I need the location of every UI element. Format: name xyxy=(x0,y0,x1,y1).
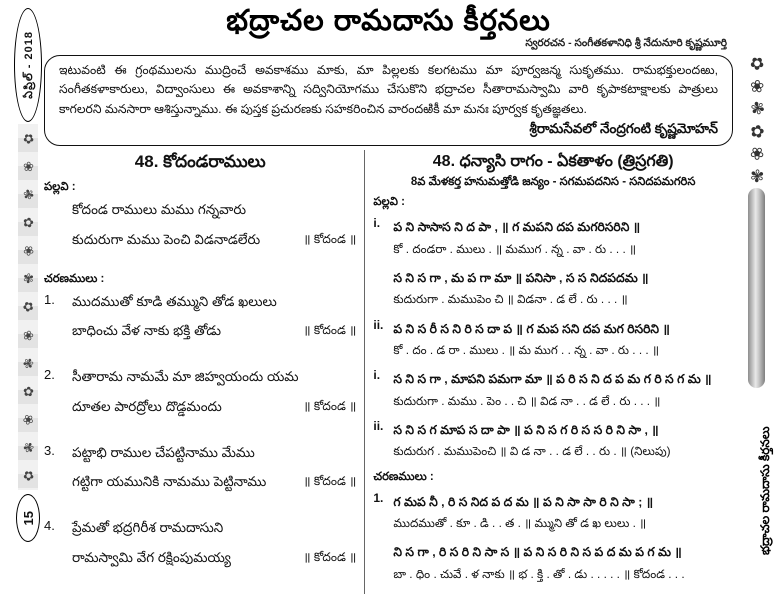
flower-ornament-icon: ❀ xyxy=(21,158,35,175)
charanam-line2: రామస్వామి వేగ రక్షింపుమయ్య xyxy=(72,549,231,565)
charanam-line1: పట్టాభి రాముల చేపట్టినాము మేము xyxy=(72,444,255,460)
charanam-line1: సీతారామ నామమే మా జిహ్వయందు యమ xyxy=(72,369,299,385)
left-rail xyxy=(12,0,42,561)
charanam-body xyxy=(72,443,356,502)
notation-group xyxy=(373,541,733,583)
charanam-line xyxy=(72,321,356,341)
charanam-1 xyxy=(44,292,356,351)
right-ornament-cluster xyxy=(737,51,777,187)
charanam-body xyxy=(72,292,356,351)
group-number: ii. xyxy=(373,418,384,433)
pallavi-line1: కోదండ రాములు మము గన్నవారు xyxy=(72,202,247,218)
notation-pallavi-label: పల్లవి : xyxy=(373,196,405,209)
pallavi-line xyxy=(44,230,356,250)
swara-line: ప ని సాసాస ని ద పా , ॥ గ మపని దప మగరిసరిని ॥ xyxy=(393,220,641,235)
charanam-line xyxy=(72,443,356,463)
flower-ornament-icon: ✾ xyxy=(18,185,38,204)
song-heading: 48. కోదండరాములు xyxy=(134,152,266,172)
flower-ornament-icon: ✾ xyxy=(20,441,36,454)
charanam-line1: ప్రేమతో భద్రగిరీశ రామదాసుని xyxy=(72,520,224,536)
flower-ornament-icon: ❀ xyxy=(19,241,37,260)
sahitya-line: కుదురుగా . మముపెం చి ॥ విడనా . డ లే . రు . . . ॥ xyxy=(393,292,628,307)
sahitya-line: కో . దండరా . ములు . ॥ మముగ . న్న . వా . రు . . . ॥ xyxy=(393,241,637,256)
group-body xyxy=(393,541,733,583)
notation-group xyxy=(373,318,733,360)
sahitya-line: కో . దం . డ రా . ములు . ॥ మ ముగ . . న్న . వా . రు . . . ॥ xyxy=(393,343,660,358)
group-number xyxy=(373,267,393,309)
intro-box xyxy=(44,55,733,147)
charanam-line2: దూతల పారద్రోలు దొడ్డమందు xyxy=(72,398,222,414)
group-number xyxy=(373,541,393,583)
sahitya-line: కుదురుగ . మముపెంచి ॥ వి డ నా . . డ లే . . రు . ॥ (నిలుపు) xyxy=(393,444,671,459)
charanam-line xyxy=(72,472,356,492)
flower-ornament-icon: ✾ xyxy=(749,166,765,187)
group-number: i. xyxy=(373,216,381,231)
main-content xyxy=(44,4,733,594)
charanam-line xyxy=(72,292,356,312)
refrain-marker: ॥ కోదండ ॥ xyxy=(303,549,357,564)
page-title: భద్రాచల రామదాసు కీర్తనలు xyxy=(226,5,551,37)
group-body xyxy=(393,267,733,309)
raga-heading: 48. ధన్యాసి రాగం - ఏకతాళం (త్రిస్రగతి) xyxy=(432,153,674,171)
flower-ornament-icon: ✿ xyxy=(19,128,37,148)
sahitya-line: కుదురుగా . మము . పెం . . చి ॥ విడ నా . . డ లే . రు . . . ॥ xyxy=(393,393,661,408)
pallavi-line2: కుదురుగా మము పెంచి విడనాడలేరు xyxy=(72,231,261,247)
refrain-marker: ॥ కోదండ ॥ xyxy=(303,398,357,413)
charanam-line2: గట్టిగా యమునికి నామము పెట్టినాము xyxy=(72,474,267,490)
notation-column xyxy=(364,150,733,594)
flower-ornament-icon: ✾ xyxy=(21,270,35,287)
charanam-number: 3. xyxy=(44,442,55,458)
charanam-label: చరణములు : xyxy=(44,272,105,285)
pallavi-line xyxy=(44,200,356,220)
notation-group xyxy=(373,368,733,410)
sahitya-line: ముదముతో . కూ . డి . . త . ॥ మ్ముని తో డ ఖ లులు . ॥ xyxy=(393,515,647,530)
charanam-2 xyxy=(44,367,356,426)
issue-label: ఏప్రిల్ - 2018 xyxy=(22,31,35,99)
group-number: i. xyxy=(373,368,381,383)
intro-signature: శ్రీరామసేవలో నేంద్రగంటి కృష్ణమోహన్ xyxy=(529,120,718,136)
issue-badge xyxy=(14,8,42,122)
charanam-line xyxy=(72,518,356,538)
swara-line: స ని స గా , మ ప గా మా ॥ పనిసా , స స నిదపదమ ॥ xyxy=(393,271,649,286)
flower-ornament-icon: ❀ xyxy=(745,142,769,166)
swara-line: గ మప నీ , రి స నిద ప ద మ ॥ ప ని సా సా రి ని సా ; ॥ xyxy=(393,494,654,509)
two-column-body xyxy=(44,150,733,594)
charanam-line xyxy=(72,548,356,568)
notation-charanam-label: చరణములు : xyxy=(373,470,434,483)
flower-ornament-icon: ✿ xyxy=(21,383,35,400)
refrain-marker: ॥ కోదండ ॥ xyxy=(303,231,357,246)
pallavi-label: పల్లవి : xyxy=(44,181,76,194)
charanam-line2: బాధించు వేళ నాకు భక్తి తోడు xyxy=(72,323,222,339)
lyrics-column xyxy=(44,150,364,594)
swara-line: స ని స గ మాప స దా పా ॥ ప ని స గ రి స స రి ని సా , ॥ xyxy=(393,422,659,437)
charanam-4 xyxy=(44,518,356,577)
charanam-line xyxy=(72,397,356,417)
swara-line: ని స గా , రి స రి ని సా స ॥ ప ని స రి ని స ప ద మ ప గ మ ॥ xyxy=(393,545,682,560)
notation-group xyxy=(373,267,733,309)
group-body xyxy=(393,419,733,461)
charanam-number: 1. xyxy=(44,291,55,307)
decorative-rod xyxy=(748,188,765,388)
swara-line: ప ని స రీ స ని రి స దా ప ॥ గ మప సని దప మగ రిసరిని ॥ xyxy=(393,321,670,336)
notation-group xyxy=(373,216,733,258)
notation-group xyxy=(373,419,733,461)
flower-ornament-icon: ❀ xyxy=(749,76,765,97)
composer-credit: స్వరరచన - సంగీతకళానిధి శ్రీ నేదునూరి కృష్ణమూర్తి xyxy=(525,36,727,49)
flower-ornament-icon: ❀ xyxy=(18,410,38,429)
sahitya-line: బా . ధిం . చువే . ళ నాకు ॥ భ . క్తి . తో . డు . . . . . ॥ కోదండ . . . xyxy=(393,566,685,581)
charanam-body xyxy=(72,367,356,426)
group-body xyxy=(393,318,733,360)
flower-ornament-icon: ❀ xyxy=(20,328,36,342)
page-number: 15 xyxy=(20,510,36,526)
flower-ornament-icon: ✿ xyxy=(18,297,38,317)
group-body xyxy=(393,216,733,258)
raga-subheading: 8వ మేళకర్త హనుమత్తోడి జన్యం - సగమపదనిస - సనిదపమగరిస xyxy=(410,176,696,189)
flower-ornament-icon: ✿ xyxy=(19,466,37,486)
notation-group xyxy=(373,491,733,533)
page-number-badge xyxy=(16,494,40,542)
charanam-3 xyxy=(44,443,356,502)
group-body xyxy=(393,491,733,533)
charanam-number: 2. xyxy=(44,367,55,383)
flower-ornament-icon: ✾ xyxy=(19,353,37,373)
right-vertical-title: భద్రాచల రామదాసు కీర్తనలు xyxy=(758,426,772,555)
swara-line: స ని స గా , మాపని పమగా మా ॥ ప రి స ని ద ప మ గ రి స గ మ ॥ xyxy=(393,372,712,387)
charanam-body xyxy=(72,518,356,577)
charanam-line xyxy=(72,367,356,387)
left-ornament-strip xyxy=(18,124,38,490)
right-rail xyxy=(735,0,781,561)
group-number: ii. xyxy=(373,317,384,332)
flower-ornament-icon: ✿ xyxy=(20,216,36,229)
flower-ornament-icon: ✿ xyxy=(745,51,769,76)
group-body xyxy=(393,368,733,410)
intro-text: ఇటువంటి ఈ గ్రంథములను ముద్రించే అవకాశము మాకు, మా పిల్లలకు కలగటము మా పూర్వజన్మ సుకృతము. రామభక్తులందఱు, సంగీతకళాకారులు, విద్వాంసులు ఈ అవకాశాన్ని సద్వినియోగము చేసుకొని భద్రాచల సీతారామస్వామి వారి కృపాకటాక్షాలకు పాత్రులు కాగలరని మనసారా ఆశిస్తున్నాము. ఈ పుస్తక ప్రచురణకు సహకరించిన వారందఱికీ మా మనః పూర్వక కృతజ్ఞతలు. xyxy=(59,62,718,117)
flower-ornament-icon: ✿ xyxy=(746,123,768,140)
refrain-marker: ॥ కోదండ ॥ xyxy=(303,474,357,489)
flower-ornament-icon: ✾ xyxy=(745,96,769,121)
refrain-marker: ॥ కోదండ ॥ xyxy=(303,323,357,338)
group-number: 1. xyxy=(373,490,384,505)
charanam-number: 4. xyxy=(44,518,55,534)
charanam-line1: ముదముతో కూడి తమ్ముని తోడ ఖలులు xyxy=(72,293,277,309)
